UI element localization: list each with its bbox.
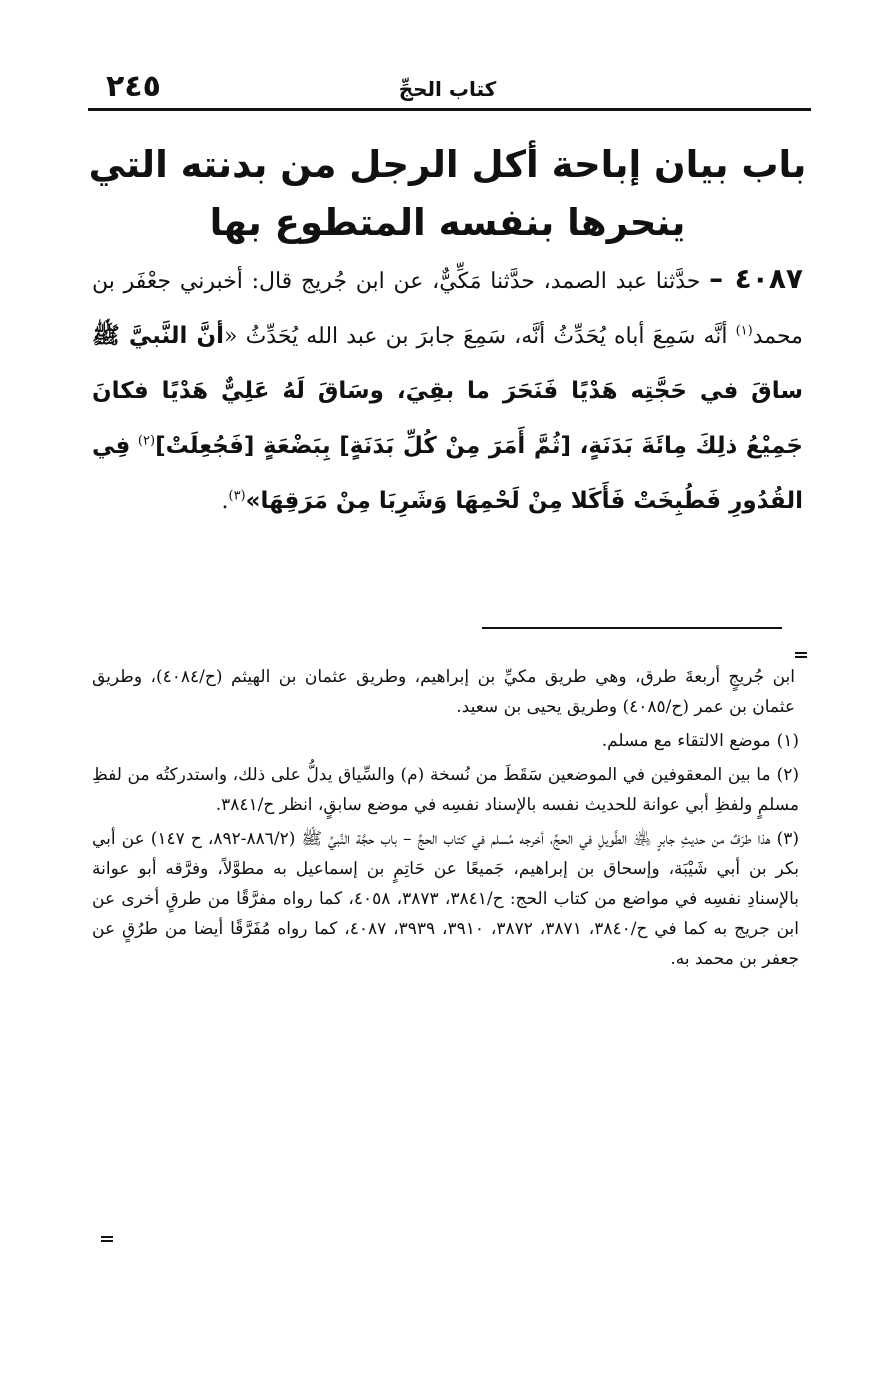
continuation-mark (795, 652, 807, 658)
hadith-text (92, 252, 803, 529)
running-header (92, 70, 803, 110)
footnote-ref: (١) (735, 323, 753, 339)
footnote-item (92, 726, 799, 756)
footnotes (92, 662, 799, 978)
footnote-continued-text: ابن جُريجٍ أربعةَ طرق، وهي طريق مكيِّ بن إبراهيم، وطريق عثمان بن الهيثم (ح/٤٠٨٤)، وطريق عثمان بن عمر (ح/٤٠٨٥) وطريق يحيى بن سعيد. (92, 667, 795, 717)
hadith-matn: أنَّ النَّبيَّ ﷺ ساقَ في حَجَّتِه هَدْيًا فَنَحَرَ ما بقِيَ، وسَاقَ لَهُ عَلِيٌّ هَدْيًا فكانَ جَمِيْعُ ذلِكَ مِائَةَ بَدَنَةٍ، [ثُمَّ أَمَرَ مِنْ كُلِّ بَدَنَةٍ] بِبَضْعَةٍ [فَجُعِلَتْ] (92, 323, 804, 459)
hadith-matn-continued: فِي القُدُورِ فَطُبِخَتْ فَأَكَلا مِنْ لَحْمِهَا وَشَرِبَا مِنْ مَرَقِهَا» (92, 433, 803, 514)
hadith-isnad-continued: أنَّه سَمِعَ أباه يُحَدِّثُ أنَّه، سَمِعَ جابرَ بن عبد الله يُحَدِّثُ « (224, 324, 728, 349)
footnote-item (92, 824, 799, 974)
header-rule (88, 108, 811, 111)
footnote-continued (92, 662, 799, 722)
footnote-ref: (٣) (228, 488, 246, 504)
hadith-end: . (221, 489, 229, 514)
hadith-number: ٤٠٨٧ – (709, 262, 803, 295)
footnote-number: (٢) (776, 765, 799, 785)
page-number: ٢٤٥ (106, 69, 161, 104)
continuation-mark (101, 1236, 113, 1242)
footnote-text: ما بين المعقوفين في الموضعين سَقَطَ من نُسخة (م) والسِّياق يدلُّ على ذلك، واستدركتُه من لفظِ مسلمٍ ولفظِ أبي عوانة للحديث نفسه بالإسناد نفسِه في موضع سابقٍ، انظر ح/٣٨٤١. (92, 765, 799, 815)
footnote-item (92, 760, 799, 820)
footnote-text: موضع الالتقاء مع مسلم. (601, 731, 771, 751)
footnote-text: هذا طرَفٌ من حديثِ جابرٍ ﵁ الطَّويلِ في الحجِّ، أخرجه مُسلم في كتاب الحجِّ – باب حجَّة النَّبيِّ ﷺ (٨٨٦/٢-٨٩٢، ح ١٤٧) عن أبي بكر بن أبي شَيْبَة، وإسحاق بن إبراهيم، جَميعًا عن حَاتِمٍ بن إسماعيل به مطوَّلاً، وفرَّقه أبو عوانة بالإسنادِ نفسِه في مواضع من كتاب الحج: ح/٣٨٤١، ٣٨٧٣، ٤٠٥٨، كما رواه مفرَّقًا من طرقٍ أخرى عن ابن جريج به كما في ح/٣٨٤٠، ٣٨٧١، ٣٨٧٢، ٣٩١٠، ٣٩٣٩، ٤٠٨٧، كما رواه مُفَرَّقًا أيضا من طرُقٍ عن جعفر بن محمد به. (92, 829, 800, 969)
footnote-ref: (٢) (137, 433, 156, 449)
footnote-number: (٣) (776, 829, 799, 849)
footnote-number: (١) (776, 731, 799, 751)
footnote-rule (482, 627, 782, 629)
hadith-isnad: حدَّثنا عبد الصمد، حدَّثنا مَكِّيٌّ، عن ابن جُريج قال: أخبرني جعْفَر بن محمد (92, 269, 803, 349)
running-title: كتاب الحجِّ (398, 77, 497, 101)
chapter-title: باب بيان إباحة أكل الرجل من بدنته التي ينحرها بنفسه المتطوع بها (88, 143, 807, 244)
